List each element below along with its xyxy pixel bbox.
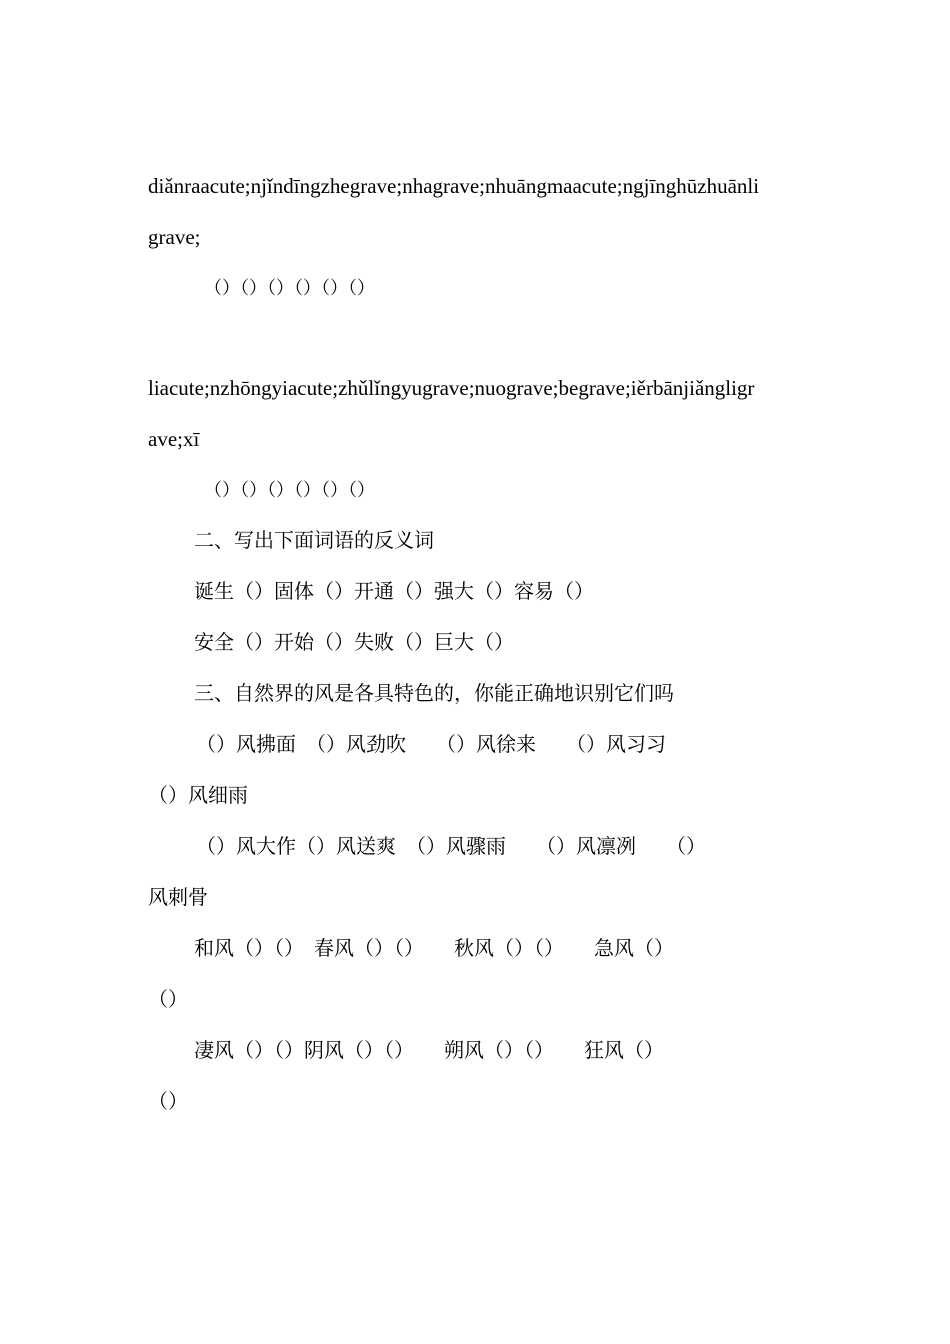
pinyin-line-2: liacute;nzhōngyiacute;zhǔlǐngyugrave;nuograve;begrave;iěrbānjiǎngligr xyxy=(148,376,755,400)
answer-blanks-1: （）（）（）（）（）（） xyxy=(204,278,375,298)
antonym-row-1: 诞生（）固体（）开通（）强大（）容易（） xyxy=(194,581,594,603)
section-heading-antonyms: 二、写出下面词语的反义词 xyxy=(194,530,434,552)
wind-row-3: 和风（）（） 春风（）（） 秋风（）（） 急风（） xyxy=(194,938,674,960)
wind-row-3-cont: （） xyxy=(148,989,188,1011)
wind-row-4-cont: （） xyxy=(148,1091,188,1113)
antonym-row-2: 安全（）开始（）失败（）巨大（） xyxy=(194,632,514,654)
answer-blanks-2: （）（）（）（）（）（） xyxy=(204,480,375,500)
wind-row-1-cont: （）风细雨 xyxy=(148,785,248,807)
wind-row-1: （）风拂面 （）风劲吹 （）风徐来 （）风习习 xyxy=(196,734,666,756)
wind-row-4: 凄风（）（）阴风（）（） 朔风（）（） 狂风（） xyxy=(194,1040,664,1062)
pinyin-line-1: diǎnraacute;njǐndīngzhegrave;nhagrave;nhuāngmaacute;ngjīnghūzhuānli xyxy=(148,174,760,198)
pinyin-line-2-cont: ave;xī xyxy=(148,427,200,451)
pinyin-line-1-cont: grave; xyxy=(148,225,201,249)
wind-row-2: （）风大作（）风送爽 （）风骤雨 （）风凛冽 （） xyxy=(196,836,706,858)
section-heading-wind: 三、自然界的风是各具特色的，你能正确地识别它们吗 xyxy=(194,683,674,705)
wind-row-2-cont: 风刺骨 xyxy=(148,887,208,909)
